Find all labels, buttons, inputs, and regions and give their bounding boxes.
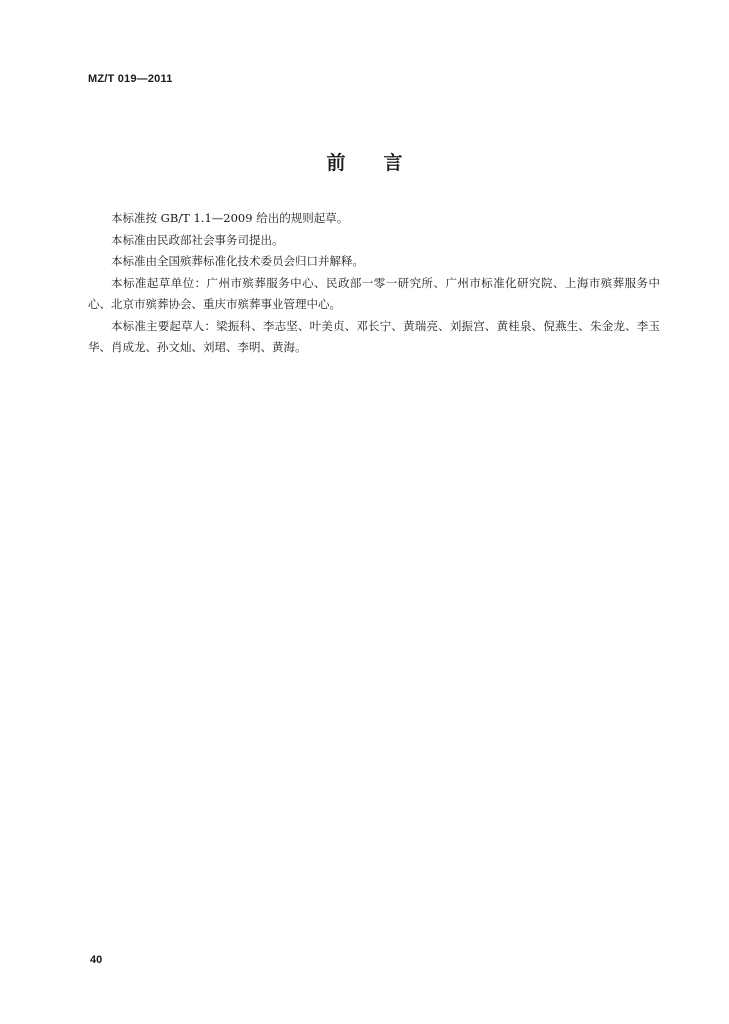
paragraph-drafters: 本标准主要起草人：梁振科、李志坚、叶美贞、邓长宁、黄瑞亮、刘振宫、黄桂泉、倪燕生、朱金龙、李玉华、肖成龙、孙文灿、刘珺、李明、黄海。 <box>88 318 660 354</box>
page-number: 40 <box>90 954 103 966</box>
foreword-body <box>88 208 660 359</box>
paragraph-committee: 本标准由全国殡葬标准化技术委员会归口并解释。 <box>111 254 364 268</box>
paragraph-drafting-rules: 本标准按 GB/T 1.1—2009 给出的规则起草。 <box>111 211 349 225</box>
paragraph-proposer: 本标准由民政部社会事务司提出。 <box>111 232 284 247</box>
paragraph-drafting-units: 本标准起草单位：广州市殡葬服务中心、民政部一零一研究所、广州市标准化研究院、上海市殡葬服务中心、北京市殡葬协会、重庆市殡葬事业管理中心。 <box>88 275 660 311</box>
page-heading: 前言 <box>326 152 441 174</box>
standard-code: MZ/T 019—2011 <box>88 73 173 85</box>
